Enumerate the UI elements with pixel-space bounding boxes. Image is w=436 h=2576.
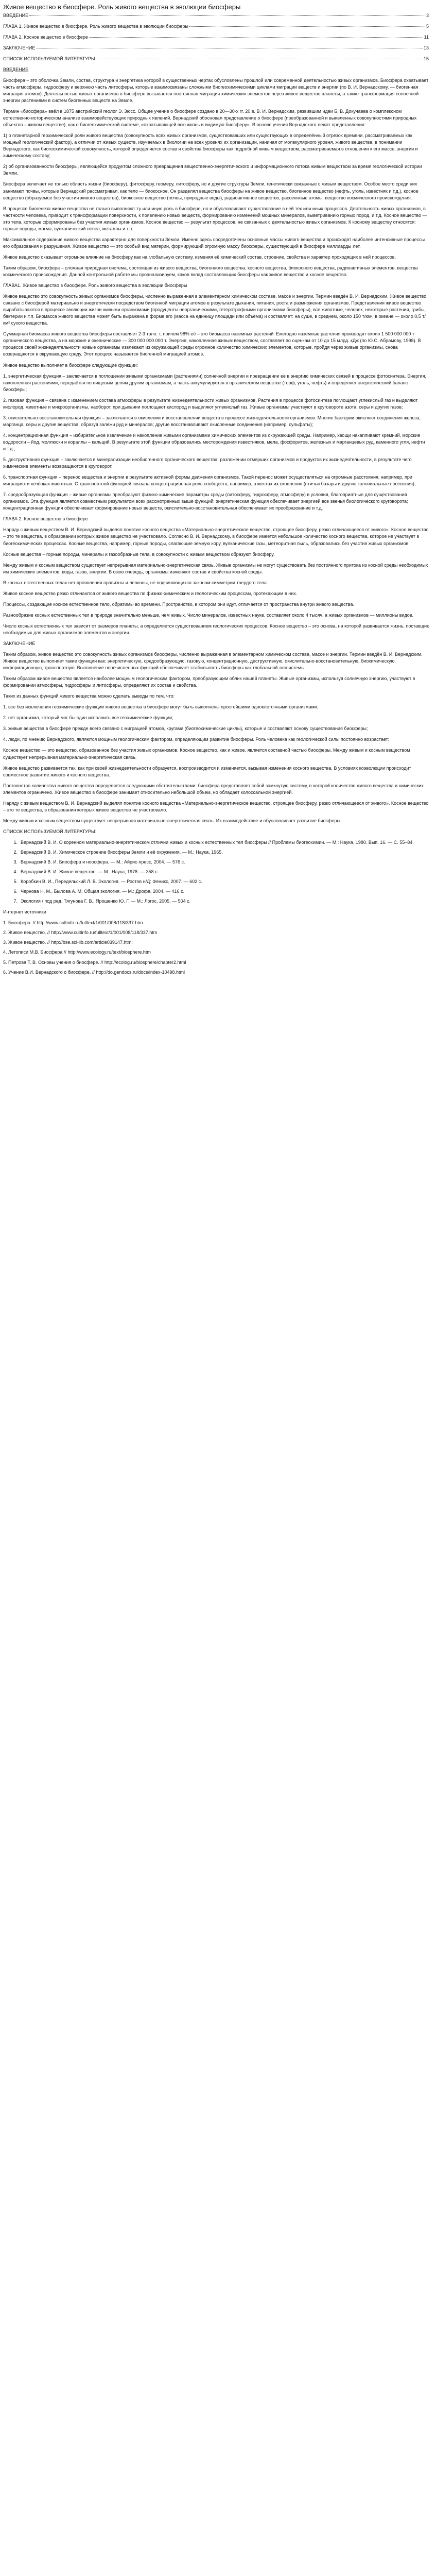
source-link[interactable]: 6. Учение В.И. Вернадского о биосфере. // http://do.gendocs.ru/docs/index-10498.html [3, 969, 185, 975]
toc-row[interactable] [3, 12, 429, 19]
ref-number: 3. [13, 859, 18, 865]
paragraph: 4. концентрационная функция – избирательное извлечение и накопление живыми организмами химических элементов из окружающей среды. Например, хвощи накапливают кремний, морские водоросли – йод, моллюски и кораллы – кальций. В результате этой функции образовались месторождения известняков, мела, фосфоритов, железных и марганцевых руд, каменного угля, нефти и т.д.; [3, 432, 425, 451]
paragraph: Живое вещество развивается так, как при своей жизнедеятельности образуется, воспроизводится и изменяется, вызывая изменения косного вещества. В условиях коэволюции происходит совместное развитие живого и косного вещества. [3, 765, 411, 777]
source-link[interactable]: 2. Живое вещество. // http://www.cultinfo.ru/fulltext/1/001/008/118/337.htm [3, 930, 158, 936]
toc-label: ЗАКЛЮЧЕНИЕ [3, 45, 36, 50]
toc-row[interactable] [3, 56, 429, 62]
paragraph: Наряду с живым веществом В. И. Вернадский выделял понятие косного вещества «Материально-энергетическое вещество, строящее биосферу, резко отличающееся от живого». Косное вещество – это те вещества, в образовании которых живое вещество не участвовало. Согласно В. И. Вернадскому, в биосфере имеется небольшое количество косного вещества, которое не участвует в биогеохимических процессах. Косные вещества, например, горные породы, слагающие земную кору, вулканические газы, метеоритная пыль, образовались без участия живых организмов. [3, 527, 429, 546]
toc-leader [189, 26, 425, 27]
intro-heading: ВВЕДЕНИЕ [3, 66, 29, 72]
paragraph: В процессе биогенеза живые вещества не только выполняют ту или иную роль в биосфере, но и обусловливают существование в ней тех или иных процессов. Деятельность живых организмов, в частности человека, приводит к трансформации поверхности, к появлению новых веществ, формированию изменений мощных минералов, выветриванию горных пород, и т.д. Косное вещество — это тела, которые сформированы без участия живых организмов. Косное вещество — результат процессов, не связанных с деятельностью живых организмов. К косному веществу относятся: горные породы, магма, вулканический пепел, металлы и т.п. [3, 206, 427, 231]
paragraph: 2) об организованности биосферы, являющейся продуктом сложного превращения вещественно-энергетического и информационного потока живым веществом за время геологической истории Земли. [3, 164, 422, 176]
paragraph: Процессы, создающие косное естественное тело, обратимы во времени. Пространство, в котором они идут, отличается от пространства внутри живого вещества. [3, 601, 354, 607]
ref-text: Чернова Н. М., Былова А. М. Общая экология. — М.: Дрофа, 2004. — 416 с. [21, 889, 185, 894]
paragraph: Живое вещество выполняет в биосфере следующие функции: [3, 362, 138, 368]
document-title: Живое вещество в биосфере. Роль живого вещества в эволюции биосферы [3, 3, 241, 11]
paragraph: Максимальное содержание живого вещества характерно для поверхности Земли. Именно здесь сосредоточены основные массы живого вещества и происходят наиболее интенсивные процессы его образования и разрушения. Живое вещество — это особый вид материи, формирующий огромную массу биосферы, существующий в биосфере миллиарды лет. [3, 236, 425, 249]
paragraph: 1. все без исключения геохимические функции живого вещества в биосфере могут быть выполнены простейшими одноклеточными организмами; [3, 704, 319, 710]
paragraph: Постоянство количества живого вещества определяется следующими обстоятельствами: биосфера представляет собой замкнутую систему, в которой количество живого вещества и химических элементов ограничено. Живое вещество в биосфере занимает относительно небольшой объем, но обладает колоссальной энергией. [3, 783, 424, 795]
chapter2-section [3, 527, 429, 636]
paragraph: Биосфера – это оболочка Земли, состав, структура и энергетика которой в существенных чертах обусловлены прошлой или современной деятельностью живых организмов. Биосфера охватывает часть атмосферы, гидросферу и верхнюю часть литосферы, которые взаимосвязаны сложными биогеохимическими циклами миграции веществ и энергии (по В. И. Вернадскому, — биогенная миграция атомов). Деятельностью живых организмов в биосфере вызывается постоянная миграция химических элементов через живое вещество планеты, а также трансформация солнечной энергии растениями в систем биогенных веществ на Земле. [3, 77, 429, 104]
intro-section [3, 77, 429, 278]
paragraph: Живое косное вещество резко отличаются от живого вещества по физико-химическим и геологическим процессам, протекающим в них. [3, 590, 298, 596]
ref-number: 6. [13, 889, 18, 894]
toc-label: ГЛАВА 2. Косное вещество в биосфере [3, 34, 88, 40]
paragraph: Суммарная биомасса живого вещества биосферы составляет 2-3 трлн. т, причем 98% её – это биомасса наземных растений. Ежегодно наземные растения производят около 1 500 000 000 т органического вещества, а на морские и океанические — 300 000 000 000 т. Энергия, накопленная живым веществом, составляет по оценкам от 10 до 15 млрд. кДж (по Ю.С. Абрамову, 1998). В процессе своей жизнедеятельности живые организмы извлекают из окружающей среды огромное количество химических элементов, которые, пройдя через живые организмы, снова возвращаются в окружающую среду. Этот процесс называется биогенной миграцией атомов. [3, 331, 421, 357]
toc-leader [89, 37, 423, 38]
paragraph: Наряду с живым веществом В. И. Вернадский выделял понятие косного вещества «Материально-энергетическое вещество, строящее биосферу, резко отличающееся от живого». Косное вещество – это те вещества, в образовании которых живое вещество не участвовало. [3, 800, 429, 812]
paragraph: Таким образом, биосфера – сложная природная система, состоящая из живого вещества, биогенного вещества, косного вещества, биокосного вещества, радиоактивных элементов, вещества космического происхождения. Данной контрольной работе мы проанализируем, каков вклад составляющих биосферы как живое вещество и косное вещество. [3, 265, 418, 277]
ref-number: 5. [13, 879, 18, 885]
toc-label: СПИСОК ИСПОЛЬЗУЕМОЙ ЛИТЕРАТУРЫ [3, 56, 95, 61]
paragraph: Термин «биосфера» ввёл в 1875 австрийский геолог Э. Зюсс. Общее учение о биосфере создано в 20—30-х гг. 20 в. В. И. Вернадским, развившим идеи Б. В. Докучаева о комплексном естественно-историческом анализе взаимодействующих природных явлений. Вернадский обосновал представление о биосфере (преобразованной и выявленных совокупностями природных объектов – живом веществе), как о биогеохимической системе, «охватывающей всю жизнь и видимую биосферу». В основе учения Вернадского лежат представления: [3, 109, 417, 128]
toc-label: ГЛАВА 1. Живое вещество в биосфере. Роль живого вещества в эволюции биосферы [3, 23, 188, 29]
paragraph: 4. люди, по мнению Вернадского, являются мощным геологическим фактором, определяющим развитие биосферы. Роль человека как геологической силы постоянно возрастает; [3, 737, 390, 742]
paragraph: Число косных естественных тел зависит от размеров планеты, а определяется существованием геологических процессов. Косное вещество – это основа, на которой развивается жизнь, поставщик необходимых для живых организмов элементов и энергии. [3, 623, 429, 635]
toc-row[interactable] [3, 23, 429, 30]
paragraph: Живое вещество это совокупность живых организмов биосферы, численно выраженная в элементарном химическом составе, массе и энергии. Термин введён В. И. Вернадским. Живое вещество связано с биосферой материально и энергетически посредством биогенной миграции атомов в результате дыхания, питания, роста и размножения организмов. Представления живое вещество вырабатываются в процессе эволюции жизни живыми организмами (продуценты неорганическими, гетеротрофными организмами биосферы), все животные, человек, некоторые растения, грибы, бактерии и т.п. Биомасса живого вещества может быть выражена в форме его (масса на единицу площади или объёма) и составляет: на суше, в среднем, около 150 т/км², в океане — около 0,5 т/км² сухого вещества. [3, 294, 427, 326]
paragraph: Живое вещество оказывает огромное влияние на биосферу как на глобальную систему, изменяя её химический состав, строение, свойства и характер проходящих в ней процессов. [3, 254, 396, 260]
source-link[interactable]: 1. Биосфера. // http://www.cultinfo.ru/fulltext/1/001/008/118/337.htm [3, 920, 143, 926]
toc-page: 11 [424, 34, 429, 40]
toc-row[interactable] [3, 34, 429, 41]
paragraph: 2. нет организма, который мог бы один исполнить все геохимические функции; [3, 715, 173, 721]
paragraph: Биосфера включает не только область жизни (биосферу), фитосферу, геомеру, литосферу, но и другие структуры Земли, генетически связанные с живым веществом. Особое место среди них занимают почвы, которые Вернадский рассматривал, как тело — биокосное. Он разделял вещества биосферы на живое вещество, биогенное вещество (нефть, уголь, известняк и т.д.), косное вещество (образуемое без участия живого вещества), биокосное вещество (почвы, природные воды), радиоактивное вещество, рассеянные атомы, вещество космического происхождения. [3, 181, 418, 200]
toc-page: 15 [423, 56, 429, 61]
paragraph: 5. деструктивная функция – заключается в минерализации необиогенного органического вещества, разложении отмерших организмов и продуктов их жизнедеятельности, в результате чего химические элементы возвращаются в круговорот. [3, 457, 412, 469]
references-list [3, 839, 429, 905]
ref-number: 7. [13, 899, 18, 904]
conclusion-heading: ЗАКЛЮЧЕНИЕ [3, 640, 36, 646]
ref-number: 2. [13, 850, 18, 855]
chapter1-heading: ГЛАВА1. Живое вещество в биосфере. Роль живого вещества в эволюции биосферы [3, 283, 187, 289]
ref-number: 1. [13, 839, 18, 845]
internet-sources-list [3, 920, 429, 975]
toc-row[interactable] [3, 45, 429, 52]
paragraph: Таких из данных функций живого вещества можно сделать выводы по тем, что: [3, 693, 175, 699]
list-item [3, 869, 429, 875]
source-link[interactable]: 4. Летописи М.В. Биосфера // http://www.ecology.ru/text/biosphere.htm [3, 950, 151, 955]
chapter1-section [3, 293, 429, 512]
paragraph: 3. окислительно-восстановительная функция – заключается в окислении и восстановлении веществ в процессе жизнедеятельности организмов. Многие бактерии окисляют соединения железа, марганца, серы и другие вещества, образуя залежи руд и минералов; другие восстанавливают окисленные соединения (например, сульфаты); [3, 415, 421, 427]
source-link[interactable]: 3. Живое вещество. // http://bse.sci-lib.com/article039147.html [3, 940, 133, 945]
paragraph: 1. энергетическая функция – заключается в поглощении живыми организмами (растениями) солнечной энергии и превращении её в энергию химических связей в процессе фотосинтеза. Энергия, накопленная растениями, передаётся по пищевым цепям другим организмам, а часть аккумулируется в органическом веществе (торф, уголь, нефть) и определяет энергетический баланс биосферы; [3, 373, 426, 392]
paragraph: 7. средообразующая функция – живые организмы преобразуют физико-химические параметры среды (литосферу, гидросферу, атмосферу) в условия, благоприятные для существования организмов. Эта функция является совместным результатом всех рассмотренных выше функций: энергетическая функция обеспечивает энергией все звенья биологического круговорота; концентрационная функция обеспечивает формирование новых веществ, окислительно-восстановительная обеспечивает их преобразование и т.д. [3, 492, 408, 511]
toc-page: 3 [426, 12, 429, 18]
paragraph: Между живым и косным веществом существует непрерывная материально-энергетическая связь. Живые организмы не могут существовать без постоянного притока из косной среды необходимых им химических элементов, воды, газов, энергии. В свою очередь, организмы изменяют состав и свойства косной среды. [3, 562, 428, 574]
paragraph: 3. живые вещества в биосфере прежде всего связано с миграцией атомов, кругами (биогеохимические циклы), которые и составляют основу существования биосферы; [3, 726, 368, 732]
list-item [3, 849, 429, 856]
internet-sources-heading: Интернет источники [3, 909, 46, 915]
ref-text: Вернадский В. И. Живое вещество. — М.: Наука, 1978. — 358 с. [21, 869, 159, 875]
list-item [3, 839, 429, 846]
toc-page: 5 [426, 23, 429, 29]
paragraph: 2. газовая функция – связана с изменением состава атмосферы в результате жизнедеятельности живых организмов. Растения в процессе фотосинтеза поглощают углекислый газ и выделяют кислород, животные и микроорганизмы, наоборот, при дыхании поглощают кислород и выделяют углекислый газ. Живые организмы участвуют в круговороте азота, серы и других газов; [3, 397, 418, 410]
table-of-contents [3, 12, 429, 62]
paragraph: Косные вещества – горные породы, минералы и газообразные тела, в совокупности с живым веществом образуют биосферу. [3, 551, 275, 557]
list-item [3, 859, 429, 866]
paragraph: Косное вещество — это вещество, образованное без участия живых организмов. Косное вещество, как и живое, является составной частью биосферы. Между живым и косным веществом существует непрерывная материально-энергетическая связь. [3, 748, 410, 760]
toc-leader [29, 15, 425, 16]
paragraph: Таким образом живое вещество является наиболее мощным геологическим фактором, преобразующим облик нашей планеты. Живые организмы, используя солнечную энергию, участвуют в формировании атмосферы, гидросферы и литосферы, определяют их состав и свойства. [3, 676, 415, 688]
toc-page: 13 [423, 45, 429, 50]
ref-text: Вернадский В. И. О коренном материально-энергетическом отличии живых и косных естественных тел биосферы // Проблемы биогеохимии. — М.: Наука, 1980. Вып. 16. — С. 55–84. [21, 839, 414, 845]
paragraph: 1) о планетарной геохимической роли живого вещества (совокупность всех живых организмов, существовавших или существующих в определённый отрезок времени, рассматриваемых как мощный геологический фактор), а отличии от живых существ, изучаемых в биологии на всех уровнях их организации, начиная от молекулярного уровня, живого вещества, в понимании Вернадского, как биогеохимической совокупность, которой определяется состав и свойства биосферы как подробной живым веществом, рассматриваемая в отношении к его массе, энергии и химическому составу; [3, 133, 418, 159]
paragraph: 6. транспортная функция – перенос вещества и энергии в результате активной формы движения организмов. Такой перенос может осуществляться на огромные расстояния, например, при миграциях и кочёвках животных. С транспортной функцией связана концентрационная роль сообществ, например, в местах их скопления (птичьи базары и другие колониальные поселения); [3, 474, 416, 487]
source-link[interactable]: 5. Петрова Т. В. Основы учения о биосфере. // http://ecolog.ru/biosphere/chapter2.html [3, 959, 186, 965]
ref-text: Вернадский В. И. Биосфера и ноосфера. — М.: Айрис-пресс, 2004. — 576 с. [21, 859, 185, 865]
ref-text: Вернадский В. И. Химическое строение биосферы Земли и её окружения. — М.: Наука, 1965. [21, 850, 223, 855]
paragraph: Разнообразие косных естественных тел в природе значительно меньше, чем живых. Число минералов, известных науке, составляет около 4 тысяч, а живых организмов — миллионы видов. [3, 612, 414, 618]
list-item [3, 888, 429, 895]
paragraph: Между живым и косным веществом существует непрерывная материально-энергетическая связь. Их взаимодействие и обусловливает развитие биосферы. [3, 818, 342, 823]
paragraph: Таким образом, живое вещество это совокупность живых организмов биосферы, численно выраженная в элементарном химическом составе, массе и энергии. Термин введён В. И. Вернадским. Живое вещество выполняет такие функции как: энергетическую, средообразующую, газовую, концентрационную, деструктивную, окислительно-восстановительную, биохимическую, информационную, транспортную. Выполнение перечисленных функций обеспечивает стабильность биосферы как глобальной экосистемы. [3, 652, 423, 671]
ref-number: 4. [13, 869, 18, 875]
ref-text: Экология / под ред. Тягунова Г. В., Ярошенко Ю. Г. — М.: Логос, 2005. — 504 с. [21, 899, 191, 904]
references-heading: СПИСОК ИСПОЛЬЗУЕМОЙ ЛИТЕРАТУРЫ: [3, 828, 97, 834]
ref-text: Коробкин В. И., Передельский Л. В. Экология. — Ростов н/Д: Феникс, 2007. — 602 с. [21, 879, 202, 885]
conclusion-section [3, 651, 429, 824]
list-item [3, 878, 429, 885]
toc-label: ВВЕДЕНИЕ [3, 12, 29, 18]
chapter2-heading: ГЛАВА 2. Косное вещество в биосфере [3, 516, 88, 522]
list-item [3, 898, 429, 905]
paragraph: В косных естественных телах нет проявления правизны и левизны, не подчиняющихся законам симметрии твердого тела. [3, 580, 268, 585]
